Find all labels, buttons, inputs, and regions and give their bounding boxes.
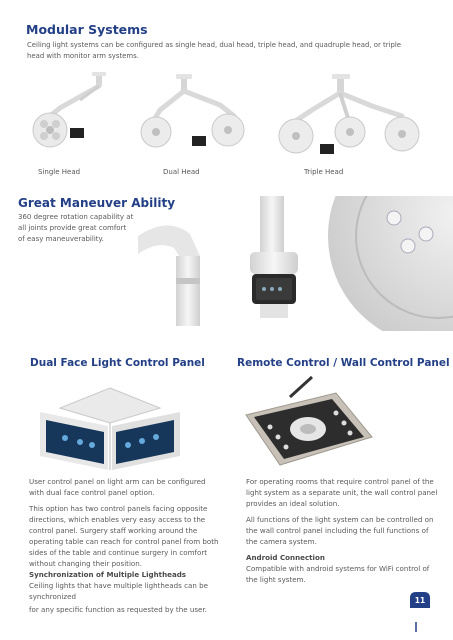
- dual-face-control-panel-image: [20, 378, 200, 478]
- single-head-light-image: [20, 68, 130, 168]
- maneuver-line-1: 360 degree rotation capability at: [18, 213, 134, 221]
- dual-face-body: [29, 476, 221, 615]
- caption-single-head: Single Head: [38, 168, 81, 176]
- modular-systems-title: Modular Systems: [26, 22, 148, 37]
- maneuver-line-3: of easy maneuverability.: [18, 235, 104, 243]
- remote-paragraph-2: All functions of the light system can be controlled on the wall control panel including the full functions of the camera system.: [246, 515, 434, 546]
- maneuver-title: Great Maneuver Ability: [18, 196, 176, 210]
- wall-control-panel-image: [240, 375, 380, 475]
- android-text: Compatible with android systems for WiFi control of the light system.: [246, 564, 430, 584]
- triple-head-light-image: [262, 70, 437, 170]
- page-number: 11: [414, 596, 426, 605]
- modular-systems-description: Ceiling light systems can be configured as single head, dual head, triple head, and quadruple head, or triple head with monitor arm systems.: [27, 41, 401, 60]
- caption-triple-head: Triple Head: [304, 168, 344, 176]
- maneuver-description: [18, 212, 158, 245]
- light-arm-joint-image: [138, 196, 453, 331]
- sync-text-2: for any specific function as requested by the user.: [29, 605, 207, 614]
- android-heading: Android Connection: [246, 553, 325, 562]
- dual-face-title: Dual Face Light Control Panel: [30, 357, 205, 369]
- remote-control-body: [246, 476, 438, 585]
- sync-text: Ceiling lights that have multiple lightheads can be synchronized: [29, 581, 208, 601]
- dual-face-paragraph-1: User control panel on light arm can be configured with dual face control panel option.: [29, 477, 206, 497]
- dual-face-paragraph-2: This option has two control panels facing opposite directions, which enables very easy access to the control panel. Surgery staff working around the operating table can reach for control panel from both sides of the table and continue surgery in comfort without changing their position.: [29, 504, 219, 568]
- sync-heading: Synchronization of Multiple Lightheads: [29, 570, 187, 579]
- remote-control-title: Remote Control / Wall Control Panel: [237, 357, 450, 369]
- maneuver-line-2: all joints provide great comfort: [18, 224, 127, 232]
- caption-dual-head: Dual Head: [163, 168, 200, 176]
- remote-paragraph-1: For operating rooms that require control panel of the light system as a separate unit, the wall control panel provides an ideal solution.: [246, 477, 438, 508]
- dual-head-light-image: [130, 70, 260, 170]
